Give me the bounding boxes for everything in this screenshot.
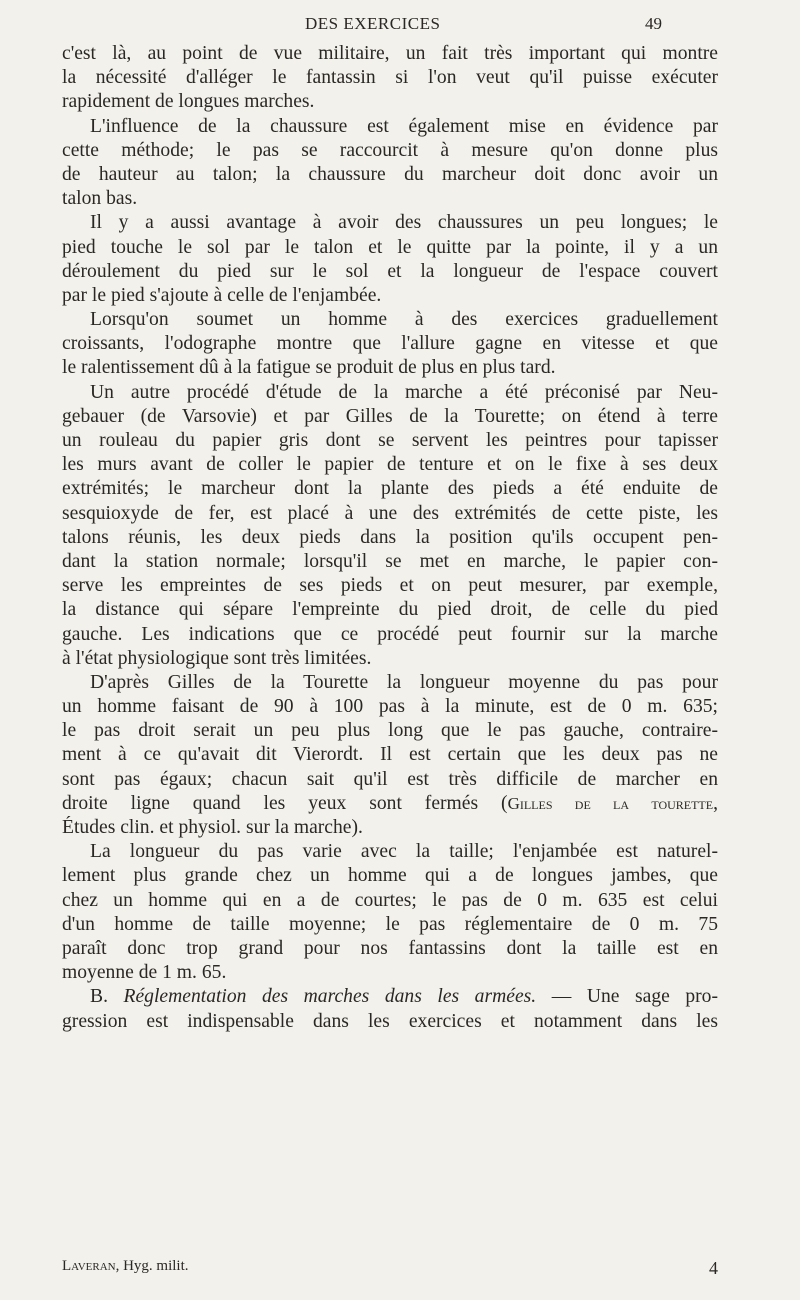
line-text: ,: [713, 792, 718, 814]
text-line: [62, 284, 718, 308]
line-text: talons réunis, les deux pieds dans la position qu'ils occupent pen-: [62, 526, 718, 548]
line-text: — Une sage pro-: [536, 986, 718, 1008]
text-line: [62, 792, 718, 816]
text-line: [62, 66, 718, 90]
text-line: [62, 550, 718, 574]
line-text: la distance qui sépare l'empreinte du pied droit, de celle du pied: [62, 599, 718, 621]
running-title: DES EXERCICES: [305, 14, 441, 33]
text-line: [62, 768, 718, 792]
text-line: [62, 695, 718, 719]
running-header: [0, 14, 800, 38]
line-text: de hauteur au talon; la chaussure du marcheur doit donc avoir un: [62, 163, 718, 185]
text-line: [62, 889, 718, 913]
citation-author: Gilles de la tourette: [507, 793, 714, 813]
text-line: [62, 864, 718, 888]
line-text: extrémités; le marcheur dont la plante des pieds a été enduite de: [62, 478, 718, 500]
line-text: c'est là, au point de vue militaire, un fait très important qui montre: [62, 43, 718, 64]
text-line: [62, 90, 718, 114]
line-text: cette méthode; le pas se raccourcit à mesure qu'on donne plus: [62, 139, 718, 161]
signature-title: , Hyg. milit.: [115, 1258, 189, 1274]
text-line: [62, 671, 718, 695]
line-text: le ralentissement dû à la fatigue se produit de plus en plus tard.: [62, 357, 556, 379]
line-text: sesquioxyde de fer, est placé à une des extrémités de cette piste, les: [62, 502, 718, 524]
line-text: gression est indispensable dans les exercices et notamment dans les: [62, 1010, 718, 1032]
line-text: chez un homme qui en a de courtes; le pas de 0 m. 635 est celui: [62, 889, 718, 911]
text-line: [62, 453, 718, 477]
text-line: [62, 356, 718, 380]
text-line: [62, 236, 718, 260]
line-text: dant la station normale; lorsqu'il se met en marche, le papier con-: [62, 550, 718, 572]
text-line: [62, 913, 718, 937]
line-text: gebauer (de Varsovie) et par Gilles de la Tourette; on étend à terre: [62, 405, 718, 427]
text-line: [62, 381, 718, 405]
line-text: à l'état physiologique sont très limitées.: [62, 647, 372, 669]
text-line: [62, 961, 718, 985]
line-text: D'après Gilles de la Tourette la longueur moyenne du pas pour: [90, 671, 718, 693]
text-line: [62, 840, 718, 864]
body-text: [62, 42, 718, 1034]
text-line: [62, 623, 718, 647]
line-text: rapidement de longues marches.: [62, 91, 315, 113]
text-line: [62, 332, 718, 356]
line-text: paraît donc trop grand pour nos fantassins dont la taille est en: [62, 937, 718, 959]
text-line: [62, 502, 718, 526]
text-line: [62, 719, 718, 743]
text-line: [62, 211, 718, 235]
text-line: [62, 405, 718, 429]
line-text: pied touche le sol par le talon et le quitte par la pointe, il y a un: [62, 236, 718, 258]
text-line: [62, 526, 718, 550]
signature-mark: [62, 1258, 189, 1275]
text-line: [62, 163, 718, 187]
line-text: le pas droit serait un peu plus long que le pas gauche, contraire-: [62, 720, 718, 742]
line-text: serve les empreintes de ses pieds et on peut mesurer, par exemple,: [62, 575, 718, 597]
text-line: [62, 743, 718, 767]
page-number: 49: [645, 14, 662, 33]
text-line: [62, 308, 718, 332]
text-line: [62, 477, 718, 501]
line-text: B.: [90, 986, 124, 1008]
signature-author: Laveran: [62, 1258, 116, 1274]
line-text: Études clin. et physiol. sur la marche).: [62, 817, 363, 838]
text-line: [62, 260, 718, 284]
text-line: [62, 42, 718, 66]
line-text: un rouleau du papier gris dont se servent les peintres pour tapisser: [62, 430, 718, 451]
text-line: [62, 115, 718, 139]
text-line: [62, 139, 718, 163]
line-text: moyenne de 1 m. 65.: [62, 962, 227, 984]
line-text: croissants, l'odographe montre que l'allure gagne en vitesse et que: [62, 333, 718, 355]
text-line: [62, 985, 718, 1009]
line-text: lement plus grande chez un homme qui a de longues jambes, que: [62, 865, 718, 887]
text-line: [62, 574, 718, 598]
signature-line: [62, 1258, 718, 1282]
line-text: droite ligne quand les yeux sont fermés (: [62, 792, 508, 814]
line-text: L'influence de la chaussure est également mise en évidence par: [90, 115, 718, 137]
line-text: La longueur du pas varie avec la taille; l'enjambée est naturel-: [90, 841, 718, 863]
section-heading: Réglementation des marches dans les armées.: [123, 986, 537, 1008]
line-text: d'un homme de taille moyenne; le pas réglementaire de 0 m. 75: [62, 913, 718, 935]
line-text: un homme faisant de 90 à 100 pas à la minute, est de 0 m. 635;: [62, 696, 718, 718]
line-text: ment à ce qu'avait dit Vierordt. Il est certain que les deux pas ne: [62, 744, 718, 766]
text-line: [62, 187, 718, 211]
text-line: [62, 598, 718, 622]
signature-number: 4: [709, 1258, 718, 1278]
line-text: Lorsqu'on soumet un homme à des exercices graduellement: [90, 309, 718, 331]
line-text: gauche. Les indications que ce procédé peut fournir sur la marche: [62, 623, 718, 645]
line-text: déroulement du pied sur le sol et la longueur de l'espace couvert: [62, 260, 718, 282]
line-text: par le pied s'ajoute à celle de l'enjambée.: [62, 284, 382, 306]
line-text: la nécessité d'alléger le fantassin si l'on veut qu'il puisse exécuter: [62, 67, 718, 89]
text-line: [62, 647, 718, 671]
line-text: Il y a aussi avantage à avoir des chaussures un peu longues; le: [90, 212, 718, 234]
text-line: [62, 1010, 718, 1034]
line-text: talon bas.: [62, 188, 138, 210]
text-line: [62, 937, 718, 961]
line-text: Un autre procédé d'étude de la marche a été préconisé par Neu-: [90, 381, 718, 403]
text-line: [62, 816, 718, 840]
line-text: les murs avant de coller le papier de tenture et on le fixe à ses deux: [62, 454, 718, 476]
line-text: sont pas égaux; chacun sait qu'il est très difficile de marcher en: [62, 768, 718, 790]
text-line: [62, 429, 718, 453]
